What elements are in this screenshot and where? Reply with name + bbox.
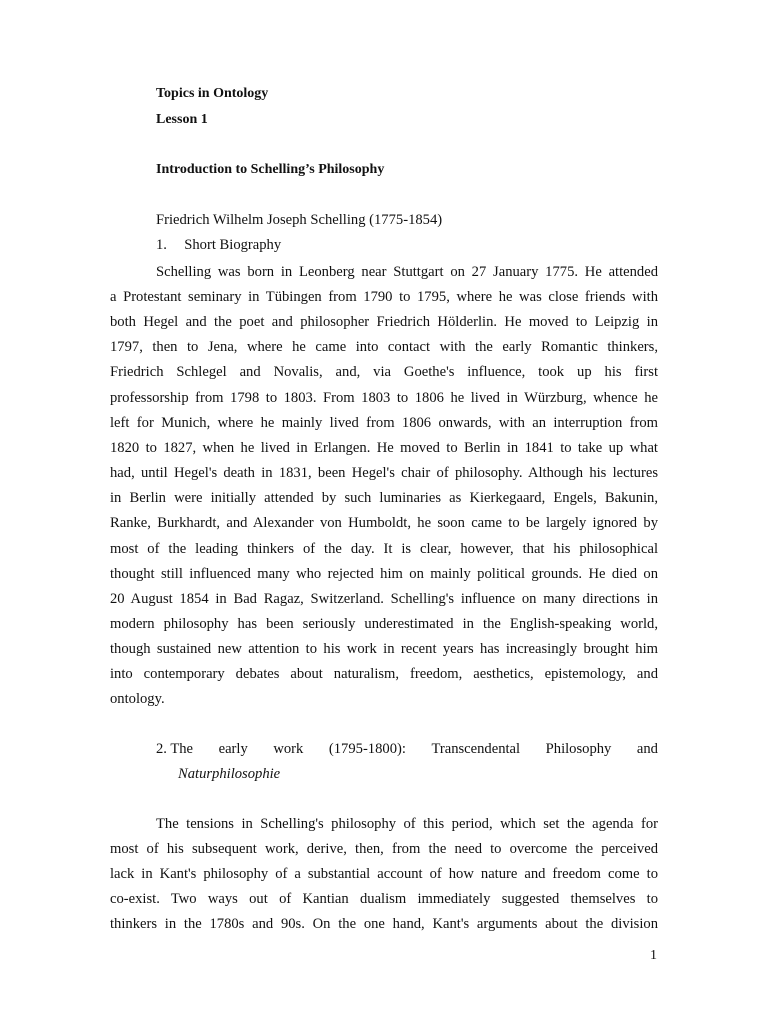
- section-1-number: 1.: [156, 237, 167, 253]
- bio-line: a Protestant seminary in Tübingen from 1790 to 1795, where he was close friends with: [110, 289, 658, 305]
- section-1-title: Short Biography: [184, 237, 282, 253]
- section-2-heading: [156, 740, 658, 758]
- lesson-label: Lesson 1: [156, 112, 208, 127]
- page-number: 1: [650, 948, 657, 963]
- bio-line: in Berlin were initially attended by such luminaries as Kierkegaard, Engels, Bakunin,: [110, 490, 658, 506]
- section-2-word: work: [273, 741, 304, 757]
- bio-line: Friedrich Schlegel and Novalis, and, via Goethe's influence, took up his first: [110, 364, 658, 380]
- subject-line: Friedrich Wilhelm Joseph Schelling (1775-1854): [156, 212, 443, 228]
- bio-line: ontology.: [110, 691, 165, 707]
- para-line: most of his subsequent work, derive, then, from the need to overcome the perceived: [110, 841, 658, 857]
- bio-line: thought still influenced many who rejected him on mainly political grounds. He died on: [110, 566, 658, 582]
- bio-line: though sustained new attention to his work in recent years has increasingly brought him: [110, 641, 658, 657]
- section-2-word: Transcendental: [431, 741, 521, 757]
- para-line: co-exist. Two ways out of Kantian dualism immediately suggested themselves to: [110, 891, 658, 907]
- bio-line: 1797, then to Jena, where he came into contact with the early Romantic thinkers,: [110, 339, 658, 355]
- section-2-italic-term: Naturphilosophie: [178, 766, 281, 782]
- section-2-word: and: [636, 741, 658, 757]
- section-2-word: (1795-1800):: [328, 741, 406, 757]
- para-line: thinkers in the 1780s and 90s. On the one hand, Kant's arguments about the division: [110, 916, 658, 932]
- bio-line: left for Munich, where he mainly lived from 1806 onwards, with an interruption from: [110, 415, 658, 431]
- bio-line: Ranke, Burkhardt, and Alexander von Humboldt, he soon came to be largely ignored by: [110, 515, 658, 531]
- bio-line: modern philosophy has been seriously underestimated in the English-speaking world,: [110, 616, 658, 632]
- bio-line: 1820 to 1827, when he lived in Erlangen. He moved to Berlin in 1841 to take up what: [110, 440, 658, 456]
- section-1-heading: [156, 237, 281, 254]
- bio-line: had, until Hegel's death in 1831, been Hegel's chair of philosophy. Although his lectures: [110, 465, 658, 481]
- bio-line: Schelling was born in Leonberg near Stuttgart on 27 January 1775. He attended: [156, 264, 658, 280]
- section-2-word: Philosophy: [545, 741, 612, 757]
- para-line: lack in Kant's philosophy of a substantial account of how nature and freedom come to: [110, 866, 658, 882]
- lecture-title: Introduction to Schelling’s Philosophy: [156, 162, 385, 177]
- para-line: The tensions in Schelling's philosophy of this period, which set the agenda for: [156, 816, 658, 832]
- bio-line: both Hegel and the poet and philosopher Friedrich Hölderlin. He moved to Leipzig in: [110, 314, 658, 330]
- bio-line: 20 August 1854 in Bad Ragaz, Switzerland. Schelling's influence on many directions in: [110, 591, 658, 607]
- bio-line: most of the leading thinkers of the day. It is clear, however, that his philosophical: [110, 541, 658, 557]
- bio-line: professorship from 1798 to 1803. From 1803 to 1806 he lived in Würzburg, whence he: [110, 390, 658, 406]
- section-2-word: early: [218, 741, 248, 757]
- section-2-word: 2. The: [156, 741, 194, 757]
- course-title: Topics in Ontology: [156, 86, 269, 101]
- bio-line: into contemporary debates about naturalism, freedom, aesthetics, epistemology, and: [110, 666, 658, 682]
